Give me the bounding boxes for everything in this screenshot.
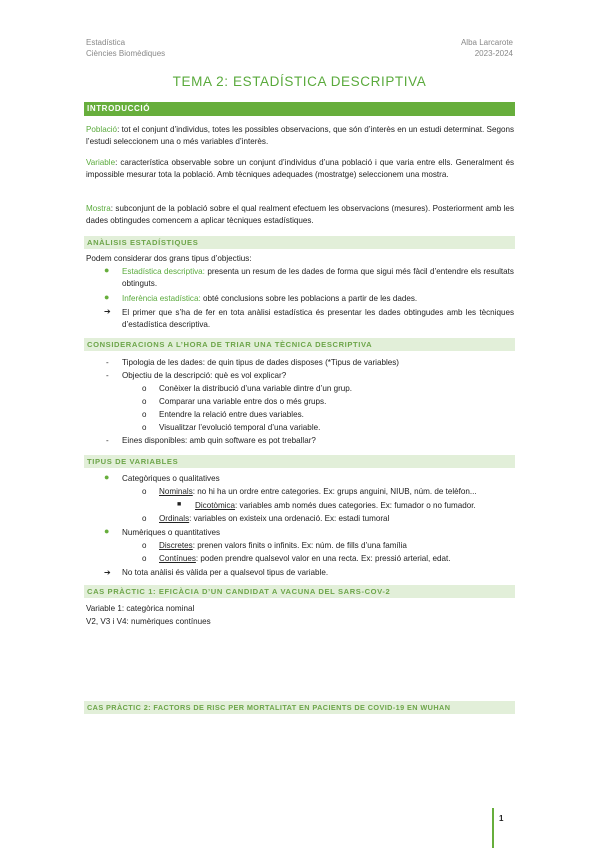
page-number-bar	[492, 808, 494, 848]
arrow-right-icon: ➔	[104, 568, 111, 577]
bullet-icon: ●	[104, 265, 110, 275]
text-poblacio: : tot el conjunt d’individus, totes les possibles observacions, que són d’interès en un estudi determinat. Segons l’estudi seleccionem una o més variables d’interès.	[86, 125, 514, 146]
paragraph-variable	[86, 157, 514, 180]
bullet-icon: ●	[104, 472, 110, 482]
term-mostra: Mostra	[86, 204, 111, 213]
dash-icon: -	[106, 358, 109, 367]
section-heading-cas2: CAS PRÀCTIC 2: FACTORS DE RISC PER MORTALITAT EN PACIENTS DE COVID-19 EN WUHAN	[84, 701, 515, 714]
circle-bullet-icon: o	[142, 487, 147, 496]
section-heading-consideracions: CONSIDERACIONS A L’HORA DE TRIAR UNA TÈCNICA DESCRIPTIVA	[84, 338, 515, 351]
sub-item-visualitzar: Visualitzar l’evolució temporal d’una variable.	[159, 423, 321, 432]
term-inferencia: Inferència estadística:	[122, 294, 201, 303]
term-continues: Contínues	[159, 554, 196, 563]
text-ordinals: : variables on existeix una ordenació. Ex: estadi tumoral	[189, 514, 390, 523]
sub-item-entendre: Entendre la relació entre dues variables.	[159, 410, 304, 419]
section-heading-tipus: TIPUS DE VARIABLES	[84, 455, 515, 468]
circle-bullet-icon: o	[142, 541, 147, 550]
term-variable: Variable	[86, 158, 116, 167]
paragraph-mostra	[86, 203, 514, 226]
circle-bullet-icon: o	[142, 410, 147, 419]
header-year: 2023-2024	[474, 49, 513, 58]
text-mostra: : subconjunt de la població sobre el qual realment efectuem les observacions (mesures). Posteriorment amb les dades obtingudes comencem a aplicar tècniques estadístiques.	[86, 204, 514, 225]
header-degree: Ciències Biomèdiques	[86, 49, 166, 58]
sub-item-nominals	[159, 486, 477, 497]
sub-item-discretes	[159, 540, 407, 551]
text-continues: : poden prendre qualsevol valor en una recta. Ex: pressió arterial, edat.	[195, 554, 451, 563]
sub-item-coneixer: Conèixer la distribució d’una variable dintre d’un grup.	[159, 384, 353, 393]
term-ordinals: Ordinals	[159, 514, 190, 523]
section-heading-analisis: ANÀLISIS ESTADÍSTIQUES	[84, 236, 515, 249]
sub-item-comparar: Comparar una variable entre dos o més grups.	[159, 397, 327, 406]
analisis-lead: Podem considerar dos grans tipus d’objectius:	[86, 254, 252, 263]
cas1-line-2: V2, V3 i V4: numèriques contínues	[86, 617, 211, 626]
header-left	[86, 37, 165, 59]
text-discretes: : prenen valors finits o infinits. Ex: núm. de fills d’una família	[192, 541, 407, 550]
section-heading-cas1: CAS PRÀCTIC 1: EFICÀCIA D’UN CANDIDAT A VACUNA DEL SARS-COV-2	[84, 585, 515, 598]
bullet-icon: ●	[104, 292, 110, 302]
sub-item-continues	[159, 553, 451, 564]
term-dicotomica: Dicotòmica	[195, 501, 236, 510]
header-subject: Estadística	[86, 38, 126, 47]
dash-icon: -	[106, 436, 109, 445]
cas1-line-1: Variable 1: categòrica nominal	[86, 604, 195, 613]
circle-bullet-icon: o	[142, 423, 147, 432]
text-nominals: : no hi ha un ordre entre categories. Ex: grups anguini, NIUB, núm. de telèfon...	[192, 487, 477, 496]
term-descriptiva: Estadística descriptiva:	[122, 267, 205, 276]
list-item-inferencia	[122, 293, 514, 305]
list-item-eines: Eines disponibles: amb quin software es pot treballar?	[122, 436, 316, 445]
header-right	[461, 37, 513, 59]
square-bullet-icon: ■	[177, 501, 182, 508]
list-item-arrow-tipus: No tota anàlisi és vàlida per a qualsevol tipus de variable.	[122, 568, 329, 577]
header-author: Alba Larcarote	[460, 38, 513, 47]
list-item-categoriques: Categòriques o qualitatives	[122, 474, 220, 483]
list-item-numeriques: Numèriques o quantitatives	[122, 528, 221, 537]
list-item-descriptiva	[122, 266, 514, 289]
circle-bullet-icon: o	[142, 397, 147, 406]
page-number: 1	[499, 814, 504, 823]
circle-bullet-icon: o	[142, 514, 147, 523]
arrow-right-icon: ➔	[104, 307, 111, 316]
term-nominals: Nominals	[159, 487, 193, 496]
sub-sub-item-dicotomica	[195, 500, 476, 511]
text-descriptiva: presenta un resum de les dades de forma que sigui més fàcil d’entendre els resultats obtinguts.	[122, 267, 514, 288]
dash-icon: -	[106, 371, 109, 380]
circle-bullet-icon: o	[142, 384, 147, 393]
circle-bullet-icon: o	[142, 554, 147, 563]
section-heading-introduccio: INTRODUCCIÓ	[84, 102, 515, 116]
term-discretes: Discretes	[159, 541, 193, 550]
text-dicotomica: : variables amb només dues categories. Ex: fumador o no fumador.	[235, 501, 476, 510]
bullet-icon: ●	[104, 526, 110, 536]
paragraph-poblacio	[86, 124, 514, 147]
list-item-arrow-analisis: El primer que s’ha de fer en tota anàlisi estadística és presentar les dades obtingudes amb les tècniques d’estadística descriptiva.	[122, 308, 514, 329]
list-item-tipologia: Tipologia de les dades: de quin tipus de dades disposes (*Tipus de variables)	[122, 358, 400, 367]
term-poblacio: Població	[86, 125, 118, 134]
list-item-objectiu: Objectiu de la descripció: què es vol explicar?	[122, 371, 287, 380]
text-variable: : característica observable sobre un conjunt d’individus d’una població i que varia entre ells. Generalment és impossible mesurar tota la població. Amb tècniques adequades (mostratge) seleccionem una mostra.	[86, 158, 514, 179]
document-title: TEMA 2: ESTADÍSTICA DESCRIPTIVA	[172, 74, 427, 89]
text-inferencia: obté conclusions sobre les poblacions a partir de les dades.	[200, 294, 418, 303]
sub-item-ordinals	[159, 513, 389, 524]
